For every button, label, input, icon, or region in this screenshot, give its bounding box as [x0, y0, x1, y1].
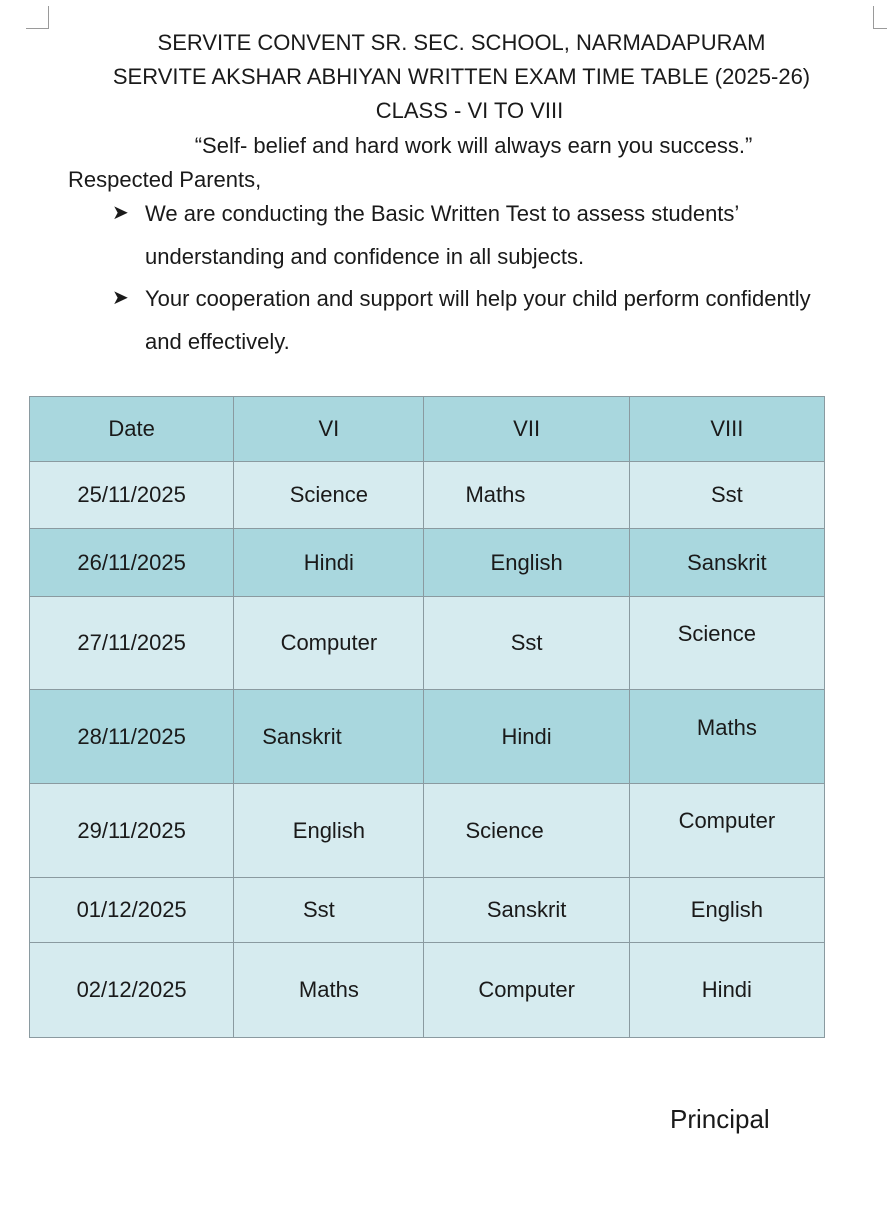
- subject-cell-viii: Science: [629, 597, 824, 690]
- column-header-date: Date: [30, 397, 234, 462]
- subject-cell-viii: Maths: [629, 690, 824, 784]
- subject-cell-viii: Computer: [629, 784, 824, 878]
- subject-cell-viii: Sanskrit: [629, 529, 824, 597]
- bullet-text: We are conducting the Basic Written Test to assess students’ understanding and confidence in all subjects.: [145, 201, 739, 269]
- bullet-text: Your cooperation and support will help your child perform confidently and effectively.: [145, 286, 811, 354]
- date-cell: 28/11/2025: [30, 690, 234, 784]
- table-header-row: [30, 397, 825, 462]
- salutation: Respected Parents,: [68, 167, 262, 192]
- table-row: [30, 597, 825, 690]
- date-cell: 29/11/2025: [30, 784, 234, 878]
- date-cell: 01/12/2025: [30, 878, 234, 943]
- table-row: [30, 529, 825, 597]
- subject-cell-vi: Maths: [234, 943, 424, 1038]
- school-name: SERVITE CONVENT SR. SEC. SCHOOL, NARMADAPURAM: [157, 30, 766, 55]
- exam-title: SERVITE AKSHAR ABHIYAN WRITTEN EXAM TIME TABLE (2025-26): [112, 64, 811, 89]
- subject-cell-vii: Sst: [424, 597, 629, 690]
- table-row: [30, 878, 825, 943]
- date-cell: 25/11/2025: [30, 462, 234, 529]
- date-cell: 02/12/2025: [30, 943, 234, 1038]
- table-row: [30, 690, 825, 784]
- subject-cell-vii: Science: [424, 784, 629, 878]
- table-row: [30, 784, 825, 878]
- principal-signature: Principal: [670, 1104, 770, 1134]
- subject-cell-vi: Hindi: [234, 529, 424, 597]
- page-corner-mark-right: [873, 6, 887, 29]
- motivational-quote: “Self- belief and hard work will always earn you success.”: [194, 133, 753, 158]
- class-range: CLASS - VI TO VIII: [375, 98, 564, 123]
- subject-cell-viii: Hindi: [629, 943, 824, 1038]
- subject-cell-vii: Maths: [424, 462, 629, 529]
- date-cell: 26/11/2025: [30, 529, 234, 597]
- subject-cell-vii: Computer: [424, 943, 629, 1038]
- subject-cell-vi: English: [234, 784, 424, 878]
- column-header-viii: VIII: [629, 397, 824, 462]
- subject-cell-vi: Computer: [234, 597, 424, 690]
- column-header-vi: VI: [234, 397, 424, 462]
- subject-cell-vi: Sst: [234, 878, 424, 943]
- subject-cell-vii: Hindi: [424, 690, 629, 784]
- subject-cell-vii: English: [424, 529, 629, 597]
- date-cell: 27/11/2025: [30, 597, 234, 690]
- exam-timetable: [29, 396, 825, 1038]
- page-corner-mark-left: [26, 6, 49, 29]
- arrow-bullet-icon: ➤: [112, 287, 129, 309]
- table-row: [30, 943, 825, 1038]
- table-row: [30, 462, 825, 529]
- arrow-bullet-icon: ➤: [112, 202, 129, 224]
- subject-cell-viii: English: [629, 878, 824, 943]
- subject-cell-vi: Sanskrit: [234, 690, 424, 784]
- subject-cell-vi: Science: [234, 462, 424, 529]
- subject-cell-viii: Sst: [629, 462, 824, 529]
- column-header-vii: VII: [424, 397, 629, 462]
- subject-cell-vii: Sanskrit: [424, 878, 629, 943]
